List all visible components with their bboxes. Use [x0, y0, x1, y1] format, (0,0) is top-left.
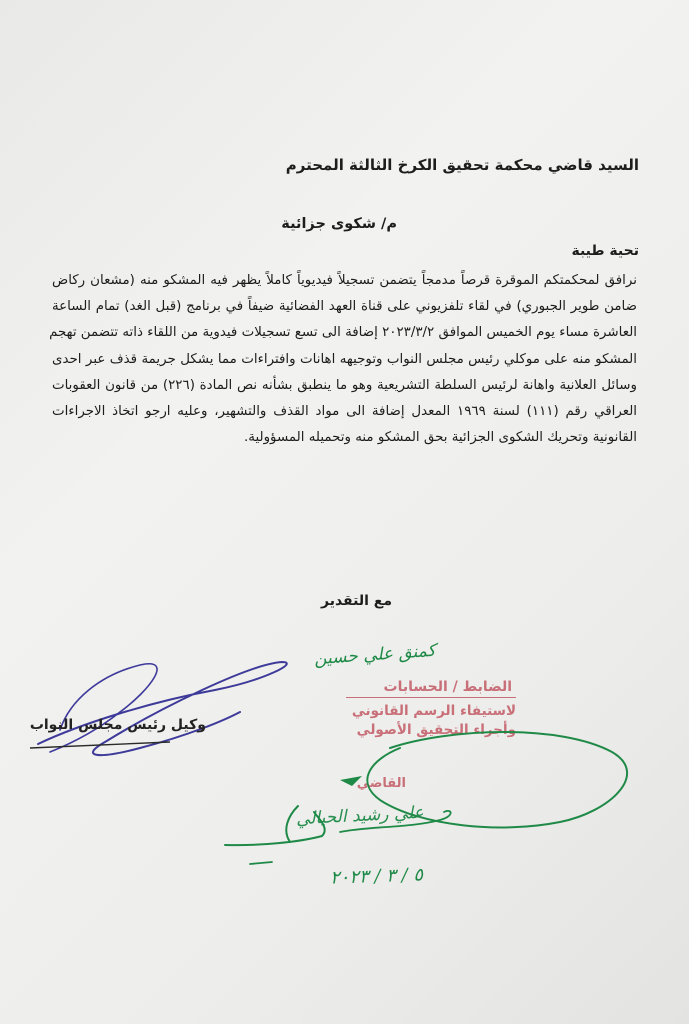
- closing-line: مع التقدير: [320, 593, 392, 609]
- stamp-line: الضابط / الحسابات: [383, 679, 512, 695]
- handwritten-name: كمنق علي حسين: [313, 640, 437, 670]
- subject-line: م/ شكوى جزائية: [281, 216, 397, 232]
- body-line: العراقي رقم (١١١) لسنة ١٩٦٩ المعدل إضافة الى مواد القذف والتشهير، وعليه ارجو اتخاذ الاجراءات: [52, 404, 638, 420]
- body-line: نرافق لمحكمتكم الموقرة قرصاً مدمجاً يتضمن تسجيلاً فيديوياً كاملاً يظهر فيه المشكو منه (مشعان ركاض: [52, 273, 637, 288]
- handwritten-date: ٥ / ٣ / ٢٠٢٣: [329, 864, 424, 889]
- body-line: ضامن طوير الجبوري) في لقاء تلفزيوني على قناة العهد الفضائية ضيفاً في برنامج (قبل الغد) تمام الساعة: [52, 299, 637, 315]
- greeting-line: تحية طيبة: [571, 243, 639, 259]
- stamp-line: القاضي: [356, 776, 406, 791]
- handwritten-signature: علي رشيد الحيالي: [295, 802, 425, 830]
- signatory-title: وكيل رئيس مجلس النواب: [29, 717, 206, 733]
- body-line: العاشرة مساء يوم الخميس الموافق ٢٠٢٣/٣/٢ إضافة الى تسع تسجيلات فيدوية من اللقاء ذاته تتضمن تهجم: [49, 325, 637, 341]
- addressee-line: السيد قاضي محكمة تحقيق الكرخ الثالثة المحترم: [285, 156, 639, 174]
- body-line: وسائل العلانية واهانة لرئيس السلطة التشريعية وهو ما ينطبق بشأنه نص المادة (٢٢٦) من قانون العقوبات: [52, 377, 637, 393]
- body-line: القانونية وتحريك الشكوى الجزائية بحق المشكو منه وتحميله المسؤولية.: [244, 430, 637, 446]
- body-line: المشكو منه على موكلي رئيس مجلس النواب وتوجيهه اهانات وافتراءات مما يشكل جريمة قذف عبر احدى: [52, 351, 637, 367]
- stamp-line: لاستيفاء الرسم القانوني: [351, 703, 516, 719]
- stamp-line: وأجراء التحقيق الأصولي: [356, 722, 516, 738]
